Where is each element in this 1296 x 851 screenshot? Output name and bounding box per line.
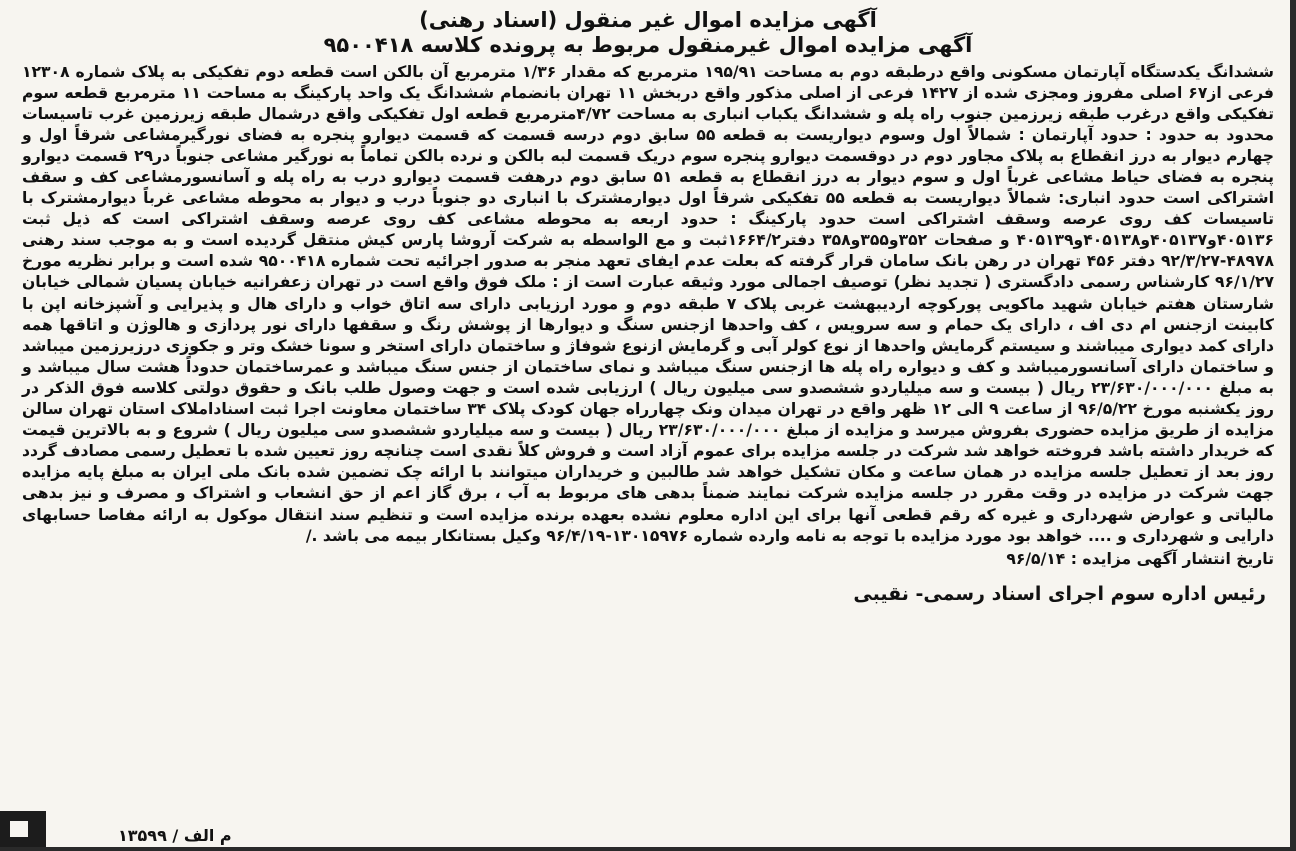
notice-subtitle: آگهی مزایده اموال غیرمنقول مربوط به پرونده کلاسه ۹۵۰۰۴۱۸ <box>323 32 973 57</box>
notice-title: آگهی مزایده اموال غیر منقول (اسناد رهنی) <box>419 8 877 32</box>
reference-code: م الف / ۱۳۵۹۹ <box>118 826 232 845</box>
signature: رئیس اداره سوم اجرای اسناد رسمی- نقیبی <box>853 582 1266 605</box>
notice-paragraph: ششدانگ یکدستگاه آپارتمان مسکونی واقع درطبقه دوم به مساحت ۱۹۵/۹۱ مترمربع که مقدار ۱/۳۶ مترمربع آن بالکن است قطعه دوم تفکیکی به پلاک شماره ۱۲۳۰۸ فرعی از۶۷ اصلی مفروز ومجزی شده از ۱۴۲۷ فرعی از اصلی مذکور واقع دربخش ۱۱ تهران بانضمام ششدانگ یک واحد پارکینگ به مساحت ۱۱ مترمربع قطعه سوم تفکیکی واقع درغرب طبقه زیرزمین جنوب راه پله و ششدانگ یکباب انباری به مساحت ۴/۷۲مترمربع قطعه اول تفکیکی واقع درشمال طبقه زیرزمین غرب تاسیسات محدود به حدود : حدود آپارتمان : شمالاً اول وسوم دیواریست به قطعه ۵۵ سابق دوم درسه قسمت که قسمت دیوارو پنجره به فضای نورگیرمشاعی شرقاً اول و چهارم دیوار به درز انقطاع به پلاک مجاور دوم در دوقسمت دیوارو پنجره سوم دریک قسمت لبه بالکن و نرده بالکن تماماً به نورگیر مشاعی جنوباً در۲۹ قسمت دیوارو پنجره به فضای حیاط مشاعی غرباً اول و سوم دیوار به درز انقطاع به قطعه ۵۱ سابق دوم درهفت قسمت دیوارو درب به راه پله و آسانسورمشاعی کف و سقف اشتراکی است حدود انباری: شمالاً دیواریست به قطعه ۵۵ تفکیکی شرقاً اول دیوارمشترک با انباری دو جنوباً درب و دیوار به محوطه مشاعی غرباً دیوارمشترک با تاسیسات کف روی عرصه وسقف اشتراکی است حدود پارکینگ : حدود اربعه به محوطه مشاعی کف روی عرصه وسقف اشتراکی است که ذیل ثبت ۴۰۵۱۳۶و۴۰۵۱۳۷و۴۰۵۱۳۸و۴۰۵۱۳۹ و صفحات ۳۵۲و۳۵۵و۳۵۸ دفتر۱۶۶۴/۲ثبت و مع الواسطه به شرکت آروشا پارس کیش منتقل گردیده است و به موجب سند رهنی ۴۸۹۷۸-۹۲/۳/۲۷ دفتر ۴۵۶ تهران در رهن بانک سامان قرار گرفته که بعلت عدم ایفای تعهد منجر به صدور اجرائیه تحت شماره ۹۵۰۰۴۱۸ شده است و برابر نظریه مورخ ۹۶/۱/۲۷ کارشناس رسمی دادگستری ( تجدید نظر) توصیف اجمالی مورد وثیقه عبارت است از : ملک فوق واقع است در تهران زعفرانیه خیابان پسیان شمالی خیابان شارستان هفتم خیابان شهید ماکویی پورکوچه اردیبهشت غربی پلاک ۷ طبقه دوم و مورد ارزیابی دارای سه اتاق خواب و دارای هال و پذیرایی و آشپزخانه اپن با کابینت ازجنس ام دی اف ، دارای یک حمام و سه سرویس ، کف واحدها ازجنس سنگ و دیوارها از پوشش رنگ و سقفها دارای نور پردازی و هالوژن و اتاقها همه دارای کمد دیواری میباشند و سیستم گرمایش واحدها از نوع کولر آبی و گرمایش ازنوع شوفاژ و ساختمان دارای استخر و سونا خشک وتر و جکوزی درزیرزمین میباشد و ساختمان دارای آسانسورمیباشد و کف و دیواره راه پله ها ازجنس سنگ میباشد و نمای ساختمان از جنس سنگ میباشد و عمرساختمان حدوداً هشت سال میباشد و به مبلغ ۲۳/۶۳۰/۰۰۰/۰۰۰ ریال ( بیست و سه میلیاردو ششصدو سی میلیون ریال ) ارزیابی شده است و جهت وصول طلب بانک و حقوق دولتی کلاسه فوق الذکر در روز یکشنبه مورخ ۹۶/۵/۲۲ از ساعت ۹ الی ۱۲ ظهر واقع در تهران میدان ونک چهارراه جهان کودک پلاک ۳۴ ساختمان معاونت اجرا ثبت اسناداملاک استان تهران سالن مزایده از طریق مزایده حضوری بفروش میرسد و مزایده از مبلغ ۲۳/۶۳۰/۰۰۰/۰۰۰ ریال ( بیست و سه میلیاردو ششصدو سی میلیون ریال ) شروع و به بالاترین قیمت که خریدار داشته باشد فروخته خواهد شد شرکت در جلسه مزایده برای عموم آزاد است و فروش کلاً نقدی است چنانچه روز تعیین شده با تعطیل رسمی مصادف گردد روز بعد از تعطیل جلسه مزایده در همان ساعت و مکان تشکیل خواهد شد طالبین و خریداران میتوانند با ارائه چک تضمین شده بانک ملی ایران به مبلغ پایه مزایده جهت شرکت در مزایده در وقت مقرر در جلسه مزایده شرکت نمایند ضمناً بدهی های مربوط به آب ، برق گاز اعم از حق انشعاب و اشتراک و مصرف و نیز بدهی مالیاتی و عوارض شهرداری و غیره که رقم قطعی آنها برای این اداره معلوم نشده بعهده برنده مزایده است و تنظیم سند انتقال موکول به ارائه مفاصا حسابهای دارایی و شهرداری و .... خواهد بود مورد مزایده با توجه به نامه وارده شماره ۱۳۰۱۵۹۷۶-۹۶/۴/۱۹ وکیل بستانکار بیمه می باشد ./ <box>22 62 1274 545</box>
scan-edge-bottom <box>0 847 1296 851</box>
notice-body <box>22 62 1274 547</box>
notice-header <box>22 8 1274 58</box>
scan-edge-right <box>1290 0 1296 851</box>
publish-date: تاریخ انتشار آگهی مزایده : ۹۶/۵/۱۴ <box>1006 549 1274 568</box>
corner-mark-icon <box>0 811 46 851</box>
